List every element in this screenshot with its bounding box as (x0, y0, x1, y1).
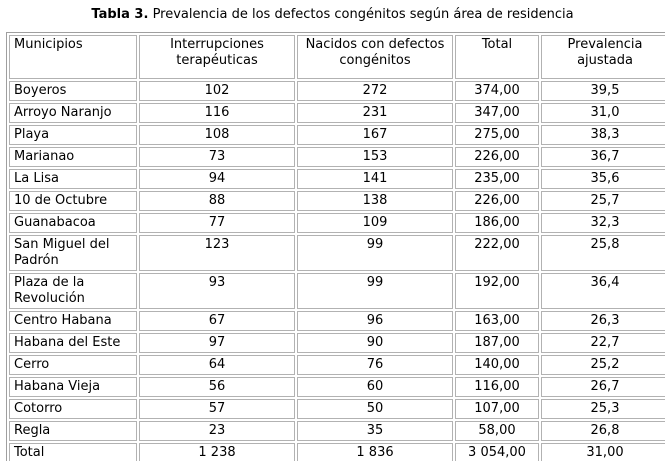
interrupciones-cell: 116 (139, 103, 295, 123)
table-row (9, 147, 665, 167)
table-row (9, 213, 665, 233)
total-cell: 107,00 (455, 399, 539, 419)
nacidos-cell: 231 (297, 103, 453, 123)
table-caption-text: Prevalencia de los defectos congénitos según área de residencia (152, 7, 574, 22)
table-row (9, 169, 665, 189)
nacidos-cell: 90 (297, 333, 453, 353)
prevalencia-cell: 31,0 (541, 103, 665, 123)
municipio-cell: Boyeros (9, 81, 137, 101)
interrupciones-cell: 73 (139, 147, 295, 167)
table-row (9, 103, 665, 123)
interrupciones-cell: 56 (139, 377, 295, 397)
table-row (9, 235, 665, 271)
nacidos-cell: 167 (297, 125, 453, 145)
column-header-total: Total (455, 35, 539, 79)
interrupciones-cell: 102 (139, 81, 295, 101)
total-cell: 226,00 (455, 147, 539, 167)
column-header-nacidos: Nacidos con defectos congénitos (297, 35, 453, 79)
prevalencia-cell: 22,7 (541, 333, 665, 353)
total-cell: 192,00 (455, 273, 539, 309)
municipio-cell: 10 de Octubre (9, 191, 137, 211)
prevalencia-cell: 25,7 (541, 191, 665, 211)
table-row (9, 333, 665, 353)
interrupciones-cell: 57 (139, 399, 295, 419)
interrupciones-cell: 1 238 (139, 443, 295, 461)
total-cell: 226,00 (455, 191, 539, 211)
prevalencia-cell: 26,7 (541, 377, 665, 397)
total-cell: 347,00 (455, 103, 539, 123)
prevalence-table (6, 32, 665, 461)
total-cell: 186,00 (455, 213, 539, 233)
column-header-interrupciones: Interrupciones terapéuticas (139, 35, 295, 79)
column-header-municipios: Municipios (9, 35, 137, 79)
interrupciones-cell: 88 (139, 191, 295, 211)
nacidos-cell: 153 (297, 147, 453, 167)
interrupciones-cell: 97 (139, 333, 295, 353)
municipio-cell: La Lisa (9, 169, 137, 189)
interrupciones-cell: 23 (139, 421, 295, 441)
prevalencia-cell: 32,3 (541, 213, 665, 233)
total-cell: 3 054,00 (455, 443, 539, 461)
header-row (9, 35, 665, 79)
table-header (9, 35, 665, 79)
nacidos-cell: 109 (297, 213, 453, 233)
nacidos-cell: 96 (297, 311, 453, 331)
table-caption (0, 0, 665, 23)
municipio-cell: Marianao (9, 147, 137, 167)
nacidos-cell: 76 (297, 355, 453, 375)
total-cell: 58,00 (455, 421, 539, 441)
nacidos-cell: 99 (297, 235, 453, 271)
prevalencia-cell: 36,7 (541, 147, 665, 167)
prevalencia-cell: 25,8 (541, 235, 665, 271)
interrupciones-cell: 123 (139, 235, 295, 271)
municipio-cell: Habana del Este (9, 333, 137, 353)
total-cell: 374,00 (455, 81, 539, 101)
nacidos-cell: 272 (297, 81, 453, 101)
interrupciones-cell: 77 (139, 213, 295, 233)
municipio-cell: Habana Vieja (9, 377, 137, 397)
interrupciones-cell: 67 (139, 311, 295, 331)
municipio-cell: Guanabacoa (9, 213, 137, 233)
municipio-cell: Arroyo Naranjo (9, 103, 137, 123)
nacidos-cell: 1 836 (297, 443, 453, 461)
nacidos-cell: 99 (297, 273, 453, 309)
table-row (9, 355, 665, 375)
prevalencia-cell: 39,5 (541, 81, 665, 101)
table-row (9, 399, 665, 419)
municipio-cell: Playa (9, 125, 137, 145)
total-cell: 140,00 (455, 355, 539, 375)
municipio-cell: Cotorro (9, 399, 137, 419)
nacidos-cell: 60 (297, 377, 453, 397)
prevalencia-cell: 26,3 (541, 311, 665, 331)
total-cell: 275,00 (455, 125, 539, 145)
total-cell: 222,00 (455, 235, 539, 271)
total-cell: 116,00 (455, 377, 539, 397)
table-body (9, 81, 665, 461)
municipio-cell: Total (9, 443, 137, 461)
prevalencia-cell: 26,8 (541, 421, 665, 441)
municipio-cell: Plaza de la Revolución (9, 273, 137, 309)
prevalencia-cell: 36,4 (541, 273, 665, 309)
table-row (9, 125, 665, 145)
municipio-cell: Cerro (9, 355, 137, 375)
municipio-cell: Centro Habana (9, 311, 137, 331)
total-cell: 187,00 (455, 333, 539, 353)
table-caption-label: Tabla 3. (91, 7, 149, 22)
table-row (9, 191, 665, 211)
table-row (9, 377, 665, 397)
table-row (9, 421, 665, 441)
nacidos-cell: 50 (297, 399, 453, 419)
municipio-cell: San Miguel del Padrón (9, 235, 137, 271)
nacidos-cell: 35 (297, 421, 453, 441)
interrupciones-cell: 108 (139, 125, 295, 145)
interrupciones-cell: 94 (139, 169, 295, 189)
interrupciones-cell: 93 (139, 273, 295, 309)
total-cell: 235,00 (455, 169, 539, 189)
prevalencia-cell: 25,2 (541, 355, 665, 375)
nacidos-cell: 138 (297, 191, 453, 211)
prevalencia-cell: 25,3 (541, 399, 665, 419)
total-cell: 163,00 (455, 311, 539, 331)
table-row (9, 81, 665, 101)
nacidos-cell: 141 (297, 169, 453, 189)
total-row (9, 443, 665, 461)
column-header-prevalencia: Prevalencia ajustada (541, 35, 665, 79)
prevalencia-cell: 38,3 (541, 125, 665, 145)
table-row (9, 273, 665, 309)
interrupciones-cell: 64 (139, 355, 295, 375)
prevalencia-cell: 35,6 (541, 169, 665, 189)
municipio-cell: Regla (9, 421, 137, 441)
prevalencia-cell: 31,00 (541, 443, 665, 461)
table-row (9, 311, 665, 331)
